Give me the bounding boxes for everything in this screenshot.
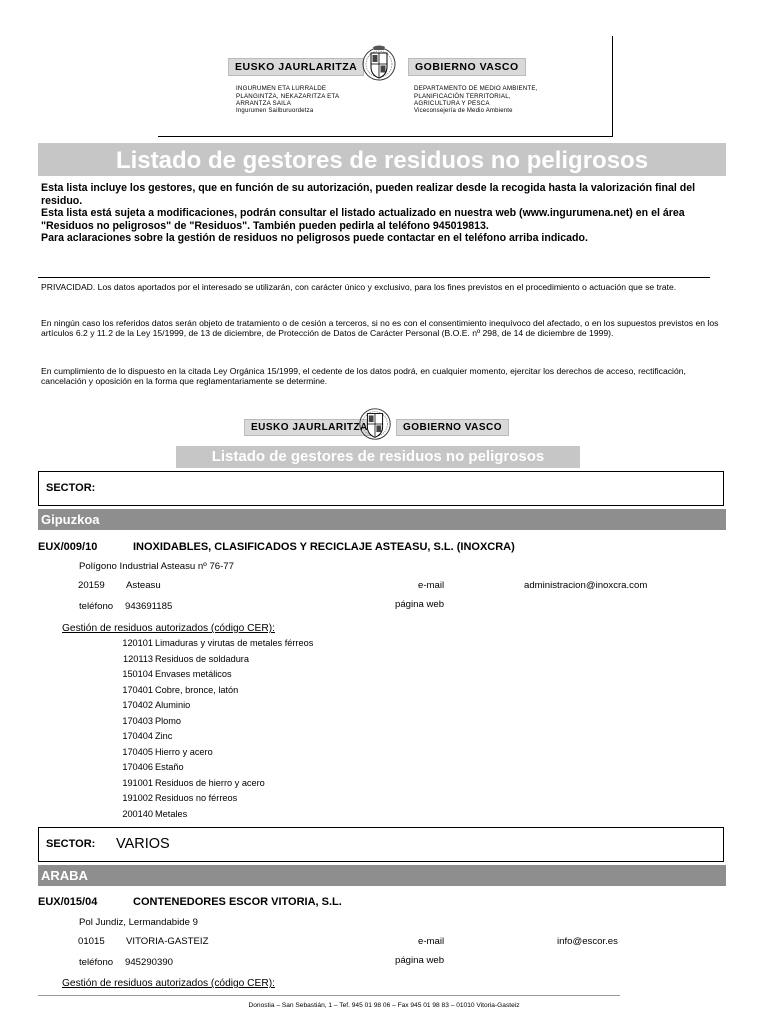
sector-box xyxy=(38,827,724,862)
company-address: Polígono Industrial Asteasu nº 76-77 xyxy=(79,561,234,572)
phone-value: 943691185 xyxy=(125,601,173,612)
region-bar: ARABA xyxy=(38,865,726,886)
waste-row xyxy=(98,777,265,788)
postcode: 01015 xyxy=(78,936,105,947)
waste-description: Aluminio xyxy=(155,700,191,710)
dept-spanish-line: AGRICULTURA Y PESCA xyxy=(414,100,490,108)
waste-code: 120113 xyxy=(123,653,153,664)
waste-code: 191002 xyxy=(122,793,153,803)
waste-description: Cobre, bronce, latón xyxy=(155,684,239,695)
intro-paragraph: Esta lista está sujeta a modificaciones, podrán consultar el listado actualizado en nuestra web (www.ingurumena.net) en el área "Residuos no peligrosos" de "Residuos". También pueden pedirla al teléfono 945019813. xyxy=(41,207,685,232)
record-code: EUX/009/10 xyxy=(38,541,98,553)
dept-spanish-line: DEPARTAMENTO DE MEDIO AMBIENTE, xyxy=(414,85,538,92)
sector-label: SECTOR: xyxy=(46,482,96,494)
waste-row xyxy=(98,793,238,803)
company-name: INOXIDABLES, CLASIFICADOS Y RECICLAJE ASTEASU, S.L. (INOXCRA) xyxy=(133,541,515,553)
region-bar: Gipuzkoa xyxy=(38,509,726,530)
waste-code: 170406 xyxy=(122,762,153,772)
dept-basque-line: PLANGINTZA, NEKAZARITZA ETA xyxy=(236,92,340,100)
waste-code: 170401 xyxy=(122,684,153,695)
waste-row xyxy=(98,653,249,664)
waste-row xyxy=(98,746,213,757)
logo-text-spanish: GOBIERNO VASCO xyxy=(408,58,526,76)
waste-row xyxy=(98,669,232,679)
waste-description: Zinc xyxy=(155,731,173,741)
waste-row xyxy=(98,731,173,741)
waste-code: 120101 xyxy=(122,638,153,648)
waste-row xyxy=(98,638,314,648)
coat-of-arms-icon xyxy=(357,405,393,443)
sector-box xyxy=(38,471,724,506)
waste-heading: Gestión de residuos autorizados (código CER): xyxy=(62,623,275,634)
waste-code: 150104 xyxy=(122,669,153,679)
sector-value: VARIOS xyxy=(116,836,170,852)
intro-paragraph: Para aclaraciones sobre la gestión de residuos no peligrosos puede contactar en el teléfono arriba indicado. xyxy=(41,232,588,245)
waste-description: Residuos de soldadura xyxy=(155,653,249,664)
waste-row xyxy=(98,762,184,772)
footer-address: Donostia – San Sebastián, 1 – Tef. 945 01 98 06 – Fax 945 01 98 83 – 01010 Vitoria-Gasteiz xyxy=(248,1002,520,1009)
page-title: Listado de gestores de residuos no peligrosos xyxy=(38,143,726,176)
waste-code: 200140 xyxy=(122,808,153,819)
logo-text-spanish: GOBIERNO VASCO xyxy=(396,419,509,436)
dept-basque-line: INGURUMEN ETA LURRALDE xyxy=(236,85,327,92)
waste-description: Residuos de hierro y acero xyxy=(155,777,265,788)
privacy-paragraph: PRIVACIDAD. Los datos aportados por el interesado se utilizarán, con carácter único y exclusivo, para los fines previstos en el procedimiento o actuación que se trate. xyxy=(41,282,677,292)
privacy-paragraph: En cumplimiento de lo dispuesto en la citada Ley Orgánica 15/1999, el cedente de los datos podrá, en cualquier momento, ejercitar los derechos de acceso, rectificación, cancelación y oposición en la forma que reglamentariamente se determine. xyxy=(41,366,686,387)
coat-of-arms-icon xyxy=(362,44,396,84)
waste-row xyxy=(98,684,239,695)
email-label: e-mail xyxy=(418,936,445,947)
waste-row xyxy=(98,808,188,819)
dept-basque-line: ARRANTZA SAILA xyxy=(236,100,292,108)
dept-spanish-line: PLANIFICACIÓN TERRITORIAL, xyxy=(414,92,511,100)
phone-value: 945290390 xyxy=(125,957,174,968)
dept-basque-line: Ingurumen Sailburuordetza xyxy=(236,107,314,114)
phone-label: teléfono xyxy=(79,957,114,968)
waste-row xyxy=(98,715,182,726)
company-name: CONTENEDORES ESCOR VITORIA, S.L. xyxy=(133,896,342,908)
web-label: página web xyxy=(395,955,445,966)
phone-label: teléfono xyxy=(79,601,114,612)
intro-text xyxy=(41,182,726,245)
waste-description: Metales xyxy=(155,808,188,819)
company-address: Pol Jundiz, Lermandabide 9 xyxy=(79,917,198,928)
dept-spanish-line: Viceconsejería de Medio Ambiente xyxy=(414,107,513,114)
waste-description: Estaño xyxy=(155,762,184,772)
divider xyxy=(38,277,710,278)
section-title: Listado de gestores de residuos no peligrosos xyxy=(176,446,580,468)
sector-label: SECTOR: xyxy=(46,838,96,850)
waste-row xyxy=(98,700,191,710)
waste-code: 170404 xyxy=(122,731,153,741)
waste-description: Envases metálicos xyxy=(155,669,232,679)
waste-code: 170402 xyxy=(122,700,153,710)
web-label: página web xyxy=(395,599,445,610)
waste-heading: Gestión de residuos autorizados (código CER): xyxy=(62,978,275,989)
dept-spanish xyxy=(414,85,538,115)
email-value: info@escor.es xyxy=(557,936,618,947)
waste-description: Hierro y acero xyxy=(155,746,213,757)
waste-code: 170403 xyxy=(122,715,153,726)
logo-text-basque: EUSKO JAURLARITZA xyxy=(228,58,364,76)
email-value: administracion@inoxcra.com xyxy=(524,580,648,591)
waste-description: Residuos no férreos xyxy=(155,793,238,803)
waste-description: Limaduras y virutas de metales férreos xyxy=(155,638,314,648)
footer-divider xyxy=(38,995,620,996)
postcode: 20159 xyxy=(78,580,105,591)
record-code: EUX/015/04 xyxy=(38,896,98,908)
city: VITORIA-GASTEIZ xyxy=(126,936,209,947)
logo-text-basque: EUSKO JAURLARITZA xyxy=(244,419,375,436)
privacy-paragraph: En ningún caso los referidos datos serán objeto de tratamiento o de cesión a terceros, si no es con el consentimiento inequívoco del afectado, o en los supuestos previstos en los artículos 6.2 y 11.2 de la Ley 15/1999, de 13 de diciembre, de Protección de Datos de Carácter Personal (B.O.E. nº 298, de 14 de diciembre de 1999). xyxy=(41,318,719,339)
intro-paragraph: Esta lista incluye los gestores, que en función de su autorización, pueden realizar desde la recogida hasta la valorización final del residuo. xyxy=(41,182,696,207)
waste-description: Plomo xyxy=(155,715,182,726)
waste-code: 170405 xyxy=(122,746,153,757)
email-label: e-mail xyxy=(418,580,445,591)
waste-code: 191001 xyxy=(122,777,153,788)
city: Asteasu xyxy=(126,580,161,591)
dept-basque xyxy=(236,85,339,115)
